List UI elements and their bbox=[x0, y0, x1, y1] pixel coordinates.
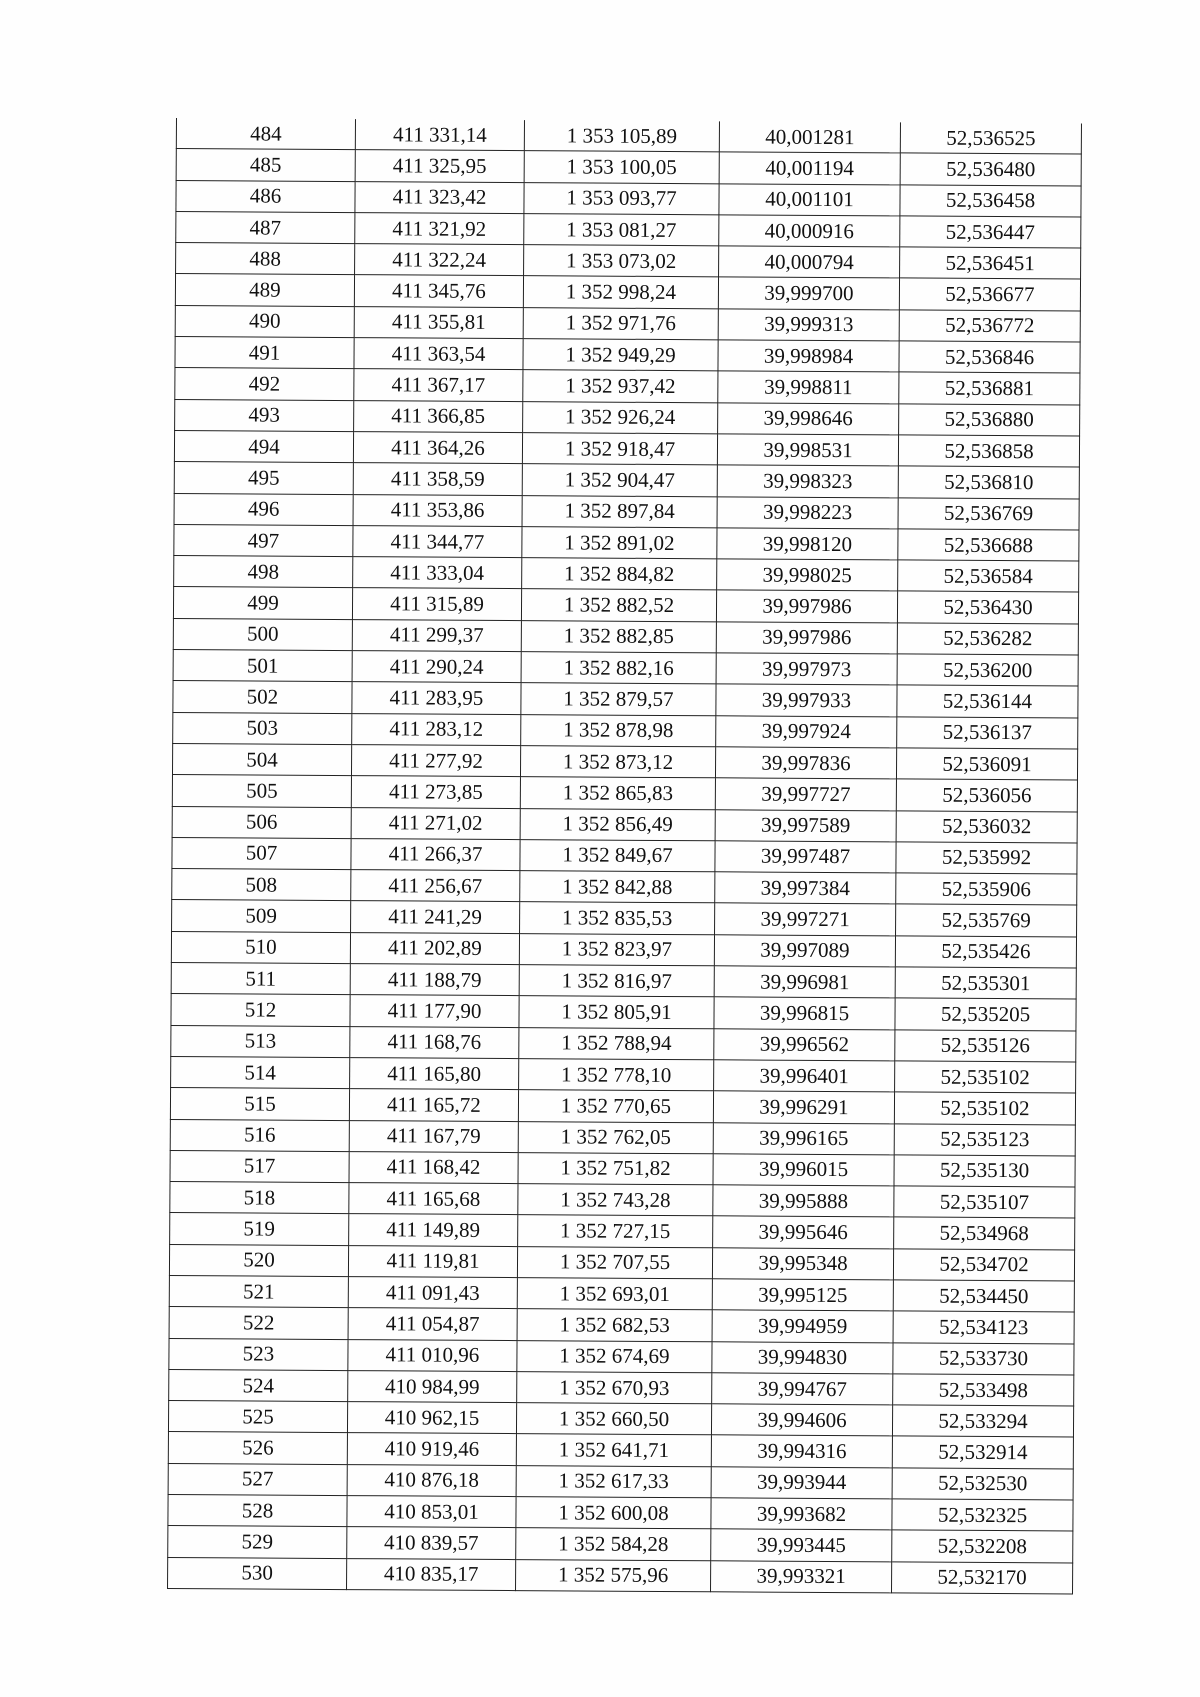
longitude-cell: 52,536200 bbox=[897, 654, 1078, 686]
x-coordinate-cell: 411 271,02 bbox=[351, 807, 520, 839]
x-coordinate-cell: 411 325,95 bbox=[355, 150, 524, 182]
x-coordinate-cell: 411 333,04 bbox=[353, 557, 522, 589]
y-coordinate-cell: 1 352 660,50 bbox=[516, 1403, 711, 1435]
x-coordinate-cell: 410 962,15 bbox=[347, 1402, 516, 1434]
y-coordinate-cell: 1 352 879,57 bbox=[521, 683, 716, 715]
longitude-cell: 52,535301 bbox=[895, 967, 1076, 999]
latitude-cell: 39,997271 bbox=[715, 903, 896, 935]
point-number-cell: 504 bbox=[172, 743, 351, 775]
longitude-cell: 52,536056 bbox=[896, 779, 1077, 811]
latitude-cell: 39,997089 bbox=[714, 935, 895, 967]
latitude-cell: 39,996165 bbox=[713, 1122, 894, 1154]
latitude-cell: 39,993682 bbox=[711, 1498, 892, 1530]
point-number-cell: 485 bbox=[176, 149, 355, 181]
latitude-cell: 39,997384 bbox=[715, 872, 896, 904]
latitude-cell: 39,996815 bbox=[714, 997, 895, 1029]
x-coordinate-cell: 411 315,89 bbox=[352, 588, 521, 620]
longitude-cell: 52,534702 bbox=[893, 1249, 1074, 1281]
latitude-cell: 39,998120 bbox=[717, 528, 898, 560]
latitude-cell: 39,997924 bbox=[716, 715, 897, 747]
point-number-cell: 509 bbox=[172, 900, 351, 932]
y-coordinate-cell: 1 352 918,47 bbox=[522, 433, 717, 465]
x-coordinate-cell: 411 355,81 bbox=[354, 306, 523, 338]
latitude-cell: 39,998531 bbox=[717, 434, 898, 466]
latitude-cell: 39,996562 bbox=[714, 1028, 895, 1060]
y-coordinate-cell: 1 352 682,53 bbox=[517, 1309, 712, 1341]
y-coordinate-cell: 1 352 584,28 bbox=[516, 1528, 711, 1560]
latitude-cell: 39,996015 bbox=[713, 1154, 894, 1186]
longitude-cell: 52,536451 bbox=[900, 247, 1081, 279]
point-number-cell: 519 bbox=[170, 1213, 349, 1245]
y-coordinate-cell: 1 352 770,65 bbox=[518, 1090, 713, 1122]
point-number-cell: 490 bbox=[175, 305, 354, 337]
longitude-cell: 52,536772 bbox=[899, 310, 1080, 342]
point-number-cell: 517 bbox=[170, 1150, 349, 1182]
point-number-cell: 528 bbox=[168, 1495, 347, 1527]
y-coordinate-cell: 1 352 778,10 bbox=[519, 1059, 714, 1091]
point-number-cell: 493 bbox=[175, 399, 354, 431]
longitude-cell: 52,532170 bbox=[892, 1562, 1073, 1594]
y-coordinate-cell: 1 352 897,84 bbox=[522, 495, 717, 527]
longitude-cell: 52,534450 bbox=[893, 1280, 1074, 1312]
point-number-cell: 524 bbox=[169, 1369, 348, 1401]
point-number-cell: 497 bbox=[174, 524, 353, 556]
longitude-cell: 52,535107 bbox=[894, 1186, 1075, 1218]
y-coordinate-cell: 1 353 073,02 bbox=[524, 245, 719, 277]
y-coordinate-cell: 1 352 926,24 bbox=[523, 401, 718, 433]
x-coordinate-cell: 411 188,79 bbox=[350, 964, 519, 996]
y-coordinate-cell: 1 353 081,27 bbox=[524, 214, 719, 246]
y-coordinate-cell: 1 352 882,52 bbox=[521, 589, 716, 621]
y-coordinate-cell: 1 352 670,93 bbox=[517, 1371, 712, 1403]
y-coordinate-cell: 1 352 865,83 bbox=[520, 777, 715, 809]
latitude-cell: 40,001281 bbox=[719, 121, 900, 153]
point-number-cell: 511 bbox=[171, 963, 350, 995]
latitude-cell: 39,993445 bbox=[711, 1529, 892, 1561]
point-number-cell: 484 bbox=[176, 118, 355, 150]
x-coordinate-cell: 411 277,92 bbox=[351, 745, 520, 777]
point-number-cell: 526 bbox=[168, 1432, 347, 1464]
latitude-cell: 39,998223 bbox=[717, 496, 898, 528]
latitude-cell: 39,997933 bbox=[716, 684, 897, 716]
x-coordinate-cell: 411 358,59 bbox=[353, 463, 522, 495]
longitude-cell: 52,534123 bbox=[893, 1311, 1074, 1343]
longitude-cell: 52,536032 bbox=[896, 810, 1077, 842]
longitude-cell: 52,532530 bbox=[892, 1468, 1073, 1500]
latitude-cell: 39,997589 bbox=[715, 809, 896, 841]
x-coordinate-cell: 410 919,46 bbox=[347, 1433, 516, 1465]
longitude-cell: 52,536858 bbox=[898, 435, 1079, 467]
x-coordinate-cell: 410 876,18 bbox=[347, 1464, 516, 1496]
point-number-cell: 520 bbox=[169, 1244, 348, 1276]
longitude-cell: 52,536846 bbox=[899, 341, 1080, 373]
coordinates-table-body bbox=[168, 118, 1082, 1594]
y-coordinate-cell: 1 353 105,89 bbox=[524, 120, 719, 152]
y-coordinate-cell: 1 352 835,53 bbox=[520, 902, 715, 934]
y-coordinate-cell: 1 352 816,97 bbox=[519, 965, 714, 997]
y-coordinate-cell: 1 352 600,08 bbox=[516, 1497, 711, 1529]
latitude-cell: 39,995348 bbox=[712, 1247, 893, 1279]
point-number-cell: 494 bbox=[174, 430, 353, 462]
latitude-cell: 39,997727 bbox=[715, 778, 896, 810]
x-coordinate-cell: 411 266,37 bbox=[351, 838, 520, 870]
x-coordinate-cell: 411 367,17 bbox=[354, 369, 523, 401]
point-number-cell: 518 bbox=[170, 1182, 349, 1214]
y-coordinate-cell: 1 352 674,69 bbox=[517, 1340, 712, 1372]
x-coordinate-cell: 411 054,87 bbox=[348, 1308, 517, 1340]
x-coordinate-cell: 411 353,86 bbox=[353, 494, 522, 526]
y-coordinate-cell: 1 352 971,76 bbox=[523, 307, 718, 339]
latitude-cell: 39,998646 bbox=[718, 402, 899, 434]
point-number-cell: 513 bbox=[171, 1025, 350, 1057]
point-number-cell: 500 bbox=[173, 618, 352, 650]
latitude-cell: 39,997487 bbox=[715, 841, 896, 873]
y-coordinate-cell: 1 352 727,15 bbox=[518, 1215, 713, 1247]
point-number-cell: 522 bbox=[169, 1307, 348, 1339]
point-number-cell: 506 bbox=[172, 806, 351, 838]
x-coordinate-cell: 411 283,95 bbox=[352, 682, 521, 714]
longitude-cell: 52,536525 bbox=[900, 122, 1081, 154]
x-coordinate-cell: 411 167,79 bbox=[349, 1120, 518, 1152]
x-coordinate-cell: 411 273,85 bbox=[351, 776, 520, 808]
longitude-cell: 52,535992 bbox=[896, 842, 1077, 874]
x-coordinate-cell: 411 149,89 bbox=[349, 1214, 518, 1246]
point-number-cell: 515 bbox=[170, 1088, 349, 1120]
point-number-cell: 495 bbox=[174, 462, 353, 494]
longitude-cell: 52,536137 bbox=[897, 717, 1078, 749]
point-number-cell: 501 bbox=[173, 650, 352, 682]
latitude-cell: 39,999313 bbox=[718, 309, 899, 341]
latitude-cell: 39,995646 bbox=[713, 1216, 894, 1248]
latitude-cell: 39,994767 bbox=[712, 1373, 893, 1405]
latitude-cell: 40,001194 bbox=[719, 152, 900, 184]
longitude-cell: 52,533730 bbox=[893, 1342, 1074, 1374]
point-number-cell: 510 bbox=[171, 931, 350, 963]
latitude-cell: 39,994959 bbox=[712, 1310, 893, 1342]
longitude-cell: 52,536880 bbox=[899, 404, 1080, 436]
x-coordinate-cell: 411 202,89 bbox=[350, 932, 519, 964]
longitude-cell: 52,535906 bbox=[896, 873, 1077, 905]
point-number-cell: 496 bbox=[174, 493, 353, 525]
longitude-cell: 52,536688 bbox=[898, 529, 1079, 561]
latitude-cell: 39,996981 bbox=[714, 966, 895, 998]
point-number-cell: 503 bbox=[173, 712, 352, 744]
point-number-cell: 527 bbox=[168, 1463, 347, 1495]
coordinates-table bbox=[167, 118, 1082, 1594]
longitude-cell: 52,533498 bbox=[893, 1374, 1074, 1406]
point-number-cell: 508 bbox=[172, 869, 351, 901]
longitude-cell: 52,536677 bbox=[899, 278, 1080, 310]
longitude-cell: 52,535426 bbox=[895, 936, 1076, 968]
point-number-cell: 502 bbox=[173, 681, 352, 713]
point-number-cell: 489 bbox=[175, 274, 354, 306]
x-coordinate-cell: 411 256,67 bbox=[351, 870, 520, 902]
y-coordinate-cell: 1 353 100,05 bbox=[524, 151, 719, 183]
y-coordinate-cell: 1 352 693,01 bbox=[517, 1278, 712, 1310]
latitude-cell: 39,997986 bbox=[716, 622, 897, 654]
latitude-cell: 40,000794 bbox=[719, 246, 900, 278]
x-coordinate-cell: 411 165,68 bbox=[349, 1183, 518, 1215]
y-coordinate-cell: 1 352 762,05 bbox=[518, 1121, 713, 1153]
longitude-cell: 52,533294 bbox=[892, 1405, 1073, 1437]
longitude-cell: 52,536282 bbox=[897, 623, 1078, 655]
longitude-cell: 52,535769 bbox=[896, 904, 1077, 936]
x-coordinate-cell: 411 299,37 bbox=[352, 619, 521, 651]
longitude-cell: 52,536091 bbox=[896, 748, 1077, 780]
latitude-cell: 39,995125 bbox=[712, 1279, 893, 1311]
longitude-cell: 52,536144 bbox=[897, 685, 1078, 717]
y-coordinate-cell: 1 353 093,77 bbox=[524, 182, 719, 214]
point-number-cell: 529 bbox=[168, 1526, 347, 1558]
longitude-cell: 52,532208 bbox=[892, 1530, 1073, 1562]
y-coordinate-cell: 1 352 949,29 bbox=[523, 339, 718, 371]
x-coordinate-cell: 411 283,12 bbox=[352, 713, 521, 745]
y-coordinate-cell: 1 352 641,71 bbox=[516, 1434, 711, 1466]
latitude-cell: 40,001101 bbox=[719, 183, 900, 215]
y-coordinate-cell: 1 352 884,82 bbox=[522, 558, 717, 590]
y-coordinate-cell: 1 352 743,28 bbox=[518, 1184, 713, 1216]
longitude-cell: 52,536458 bbox=[900, 185, 1081, 217]
table-row bbox=[168, 1557, 1073, 1594]
latitude-cell: 39,998811 bbox=[718, 371, 899, 403]
y-coordinate-cell: 1 352 891,02 bbox=[522, 526, 717, 558]
longitude-cell: 52,536584 bbox=[898, 560, 1079, 592]
y-coordinate-cell: 1 352 823,97 bbox=[519, 933, 714, 965]
x-coordinate-cell: 411 177,90 bbox=[350, 995, 519, 1027]
x-coordinate-cell: 410 835,17 bbox=[347, 1558, 516, 1590]
x-coordinate-cell: 411 345,76 bbox=[354, 275, 523, 307]
longitude-cell: 52,535123 bbox=[894, 1123, 1075, 1155]
x-coordinate-cell: 411 168,76 bbox=[350, 1026, 519, 1058]
point-number-cell: 488 bbox=[176, 243, 355, 275]
longitude-cell: 52,536810 bbox=[898, 466, 1079, 498]
y-coordinate-cell: 1 352 788,94 bbox=[519, 1027, 714, 1059]
latitude-cell: 39,994316 bbox=[711, 1435, 892, 1467]
latitude-cell: 39,995888 bbox=[713, 1185, 894, 1217]
y-coordinate-cell: 1 352 575,96 bbox=[516, 1559, 711, 1591]
x-coordinate-cell: 411 366,85 bbox=[354, 400, 523, 432]
y-coordinate-cell: 1 352 998,24 bbox=[523, 276, 718, 308]
latitude-cell: 39,993321 bbox=[711, 1560, 892, 1592]
x-coordinate-cell: 411 165,80 bbox=[350, 1057, 519, 1089]
x-coordinate-cell: 411 241,29 bbox=[351, 901, 520, 933]
longitude-cell: 52,536430 bbox=[897, 591, 1078, 623]
y-coordinate-cell: 1 352 882,16 bbox=[521, 652, 716, 684]
latitude-cell: 39,999700 bbox=[718, 277, 899, 309]
y-coordinate-cell: 1 352 617,33 bbox=[516, 1465, 711, 1497]
y-coordinate-cell: 1 352 805,91 bbox=[519, 996, 714, 1028]
x-coordinate-cell: 411 168,42 bbox=[349, 1151, 518, 1183]
latitude-cell: 39,994830 bbox=[712, 1341, 893, 1373]
y-coordinate-cell: 1 352 882,85 bbox=[521, 620, 716, 652]
point-number-cell: 498 bbox=[174, 556, 353, 588]
longitude-cell: 52,535102 bbox=[895, 1061, 1076, 1093]
latitude-cell: 39,996291 bbox=[713, 1091, 894, 1123]
x-coordinate-cell: 411 323,42 bbox=[355, 181, 524, 213]
longitude-cell: 52,535205 bbox=[895, 998, 1076, 1030]
x-coordinate-cell: 411 322,24 bbox=[355, 244, 524, 276]
longitude-cell: 52,536480 bbox=[900, 153, 1081, 185]
point-number-cell: 521 bbox=[169, 1275, 348, 1307]
x-coordinate-cell: 411 165,72 bbox=[349, 1089, 518, 1121]
y-coordinate-cell: 1 352 873,12 bbox=[520, 746, 715, 778]
x-coordinate-cell: 411 364,26 bbox=[353, 432, 522, 464]
longitude-cell: 52,532325 bbox=[892, 1499, 1073, 1531]
point-number-cell: 491 bbox=[175, 337, 354, 369]
latitude-cell: 39,996401 bbox=[714, 1060, 895, 1092]
y-coordinate-cell: 1 352 751,82 bbox=[518, 1152, 713, 1184]
y-coordinate-cell: 1 352 937,42 bbox=[523, 370, 718, 402]
point-number-cell: 525 bbox=[168, 1401, 347, 1433]
latitude-cell: 39,998323 bbox=[717, 465, 898, 497]
x-coordinate-cell: 411 363,54 bbox=[354, 338, 523, 370]
point-number-cell: 507 bbox=[172, 837, 351, 869]
longitude-cell: 52,535102 bbox=[894, 1092, 1075, 1124]
point-number-cell: 523 bbox=[169, 1338, 348, 1370]
y-coordinate-cell: 1 352 849,67 bbox=[520, 839, 715, 871]
point-number-cell: 530 bbox=[168, 1557, 347, 1589]
x-coordinate-cell: 410 984,99 bbox=[348, 1370, 517, 1402]
x-coordinate-cell: 411 091,43 bbox=[348, 1277, 517, 1309]
latitude-cell: 39,997973 bbox=[716, 653, 897, 685]
point-number-cell: 512 bbox=[171, 994, 350, 1026]
latitude-cell: 39,994606 bbox=[711, 1404, 892, 1436]
point-number-cell: 486 bbox=[176, 180, 355, 212]
y-coordinate-cell: 1 352 878,98 bbox=[521, 714, 716, 746]
latitude-cell: 39,998025 bbox=[717, 559, 898, 591]
y-coordinate-cell: 1 352 856,49 bbox=[520, 808, 715, 840]
point-number-cell: 499 bbox=[173, 587, 352, 619]
latitude-cell: 40,000916 bbox=[719, 215, 900, 247]
x-coordinate-cell: 411 344,77 bbox=[353, 525, 522, 557]
y-coordinate-cell: 1 352 707,55 bbox=[517, 1246, 712, 1278]
point-number-cell: 514 bbox=[171, 1056, 350, 1088]
y-coordinate-cell: 1 352 842,88 bbox=[520, 871, 715, 903]
x-coordinate-cell: 411 321,92 bbox=[355, 212, 524, 244]
point-number-cell: 487 bbox=[176, 211, 355, 243]
latitude-cell: 39,993944 bbox=[711, 1467, 892, 1499]
latitude-cell: 39,997986 bbox=[716, 590, 897, 622]
longitude-cell: 52,534968 bbox=[894, 1217, 1075, 1249]
longitude-cell: 52,536447 bbox=[900, 216, 1081, 248]
longitude-cell: 52,535126 bbox=[895, 1030, 1076, 1062]
x-coordinate-cell: 410 853,01 bbox=[347, 1496, 516, 1528]
latitude-cell: 39,997836 bbox=[715, 747, 896, 779]
latitude-cell: 39,998984 bbox=[718, 340, 899, 372]
longitude-cell: 52,535130 bbox=[894, 1155, 1075, 1187]
longitude-cell: 52,536881 bbox=[899, 372, 1080, 404]
point-number-cell: 492 bbox=[175, 368, 354, 400]
longitude-cell: 52,532914 bbox=[892, 1436, 1073, 1468]
x-coordinate-cell: 411 290,24 bbox=[352, 651, 521, 683]
x-coordinate-cell: 410 839,57 bbox=[347, 1527, 516, 1559]
x-coordinate-cell: 411 010,96 bbox=[348, 1339, 517, 1371]
x-coordinate-cell: 411 119,81 bbox=[348, 1245, 517, 1277]
y-coordinate-cell: 1 352 904,47 bbox=[522, 464, 717, 496]
point-number-cell: 505 bbox=[172, 775, 351, 807]
x-coordinate-cell: 411 331,14 bbox=[355, 119, 524, 151]
point-number-cell: 516 bbox=[170, 1119, 349, 1151]
longitude-cell: 52,536769 bbox=[898, 497, 1079, 529]
